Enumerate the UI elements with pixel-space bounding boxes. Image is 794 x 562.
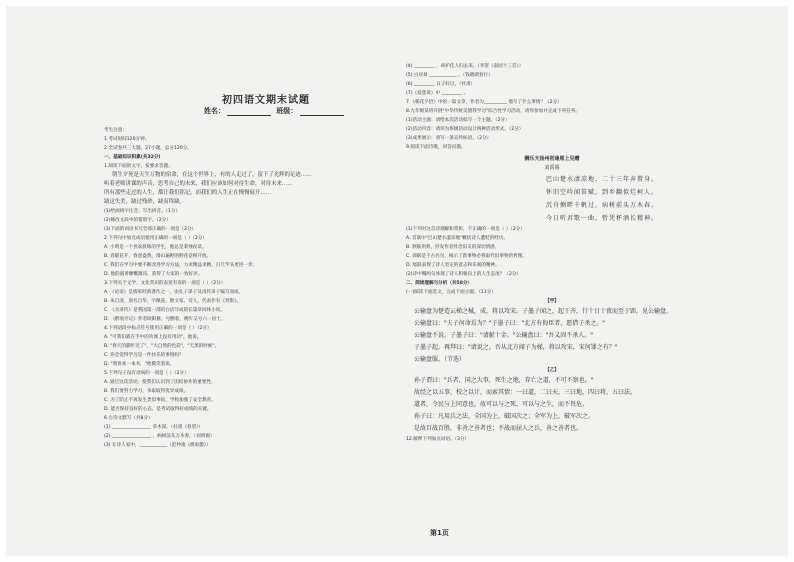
question-2: 2.下列句中加点成语使用正确的一项是（ ）（2分） <box>104 236 207 241</box>
passage-line: 道者，令民与上同意也，故可以与之死，可以与之生，而不畏危。 <box>414 401 589 408</box>
fill-blank: (2) _________________ ，病树前头万木春。（刘禹锡） <box>104 434 215 439</box>
question-11: (2)诗中哪两句体现了诗人积极向上的人生态度？（2分） <box>406 272 522 277</box>
question-1-3: (3)下面的词语书写全部正确的一项是（2分） <box>104 227 197 232</box>
section-2-sub: (一)阅读下面选文，完成下面小题。（11分） <box>406 290 496 295</box>
question-8-2: (2)活动内容：请你为班级活动设计两种活动形式。（2分） <box>406 127 524 132</box>
option: A. 小明是一个喜欢晨练的学生，他总是秉烛夜读。 <box>104 245 207 250</box>
passage-line: 公输盘服。（节选） <box>414 356 466 363</box>
option: B. 春暖花开，春意盎然，漫山遍野的野花竞相开放。 <box>104 254 212 259</box>
fill-blank: (4) _________ ，却护佳人归去来。（李贺《南园十三首》） <box>406 64 524 69</box>
poem-line: 怀旧空吟闻笛赋，到乡翻似烂柯人。 <box>546 189 659 196</box>
student-info <box>204 106 344 116</box>
left-column <box>104 126 396 450</box>
option: A. 《论语》是儒家经典著作之一，由孔子弟子及再传弟子编写而成。 <box>104 290 244 295</box>
notes-heading: 考生注意： <box>104 128 127 133</box>
option: C. 颈联是千古名句，揭示了新事物必将取代旧事物的哲理。 <box>406 254 527 259</box>
passage-line: 公输盘为楚造云梯之械，成，将以攻宋。子墨子闻之，起于齐，行十日十夜而至于郢，见公输盘。 <box>414 308 673 315</box>
option: D. 尾联表现了诗人坚定的意志和乐观的精神。 <box>406 263 500 268</box>
question-12: 12.解释下列加点词语。（3分） <box>406 437 470 442</box>
right-column <box>406 62 698 444</box>
option: A. 首联中"巴山楚水凄凉地"概括诗人遭贬的经历。 <box>406 236 509 241</box>
poem-line: 巴山楚水凄凉地，二十三年弃置身。 <box>546 176 659 183</box>
passage-line: 公输盘不说。子墨子曰："请献十金。"公输盘曰："吾义固不杀人。" <box>414 332 594 339</box>
question-8-3: (3)成果展示：请写一条宣传标语。（2分） <box>406 136 492 141</box>
passage-jia-label: 【甲】 <box>545 299 559 304</box>
passage-line: 缺这失美，缺过残砂，缺而终缺。 <box>104 199 185 205</box>
name-label: 姓名： <box>204 107 225 115</box>
class-blank[interactable] <box>300 108 344 116</box>
fill-blank: (7)《爱莲说》中 _________ 。 <box>406 91 469 96</box>
option: C. 为了防止不再发生类似事故，学校加强了安全教育。 <box>104 398 216 403</box>
passage-line: 故经之以五事，校之以计，而索其情：一曰道，二曰天，三曰地，四曰将，五曰法。 <box>414 389 637 396</box>
class-label: 班级： <box>276 107 298 115</box>
name-blank[interactable] <box>227 108 271 116</box>
option: B. "春天的脚步近了"，"大自然的色彩"，"天黑的时候"。 <box>104 344 220 349</box>
option: B. 颔联用典，抒发作者怀念旧友的深切情感。 <box>406 245 500 250</box>
option: D. 能否保持良好的心态，是考试取得好成绩的关键。 <box>104 407 212 412</box>
option: A. "可我们就在手中的功课上没有用功"，他说。 <box>104 335 202 340</box>
option: B. 我们要努力学习，争取取得优异成绩。 <box>104 389 189 394</box>
question-8-1: (1)活动主题：请给本次活动拟写一个主题。（2分） <box>406 118 510 123</box>
notes-line-1: 1.考试时间120分钟。 <box>104 137 150 142</box>
option: B. 朱自清，原名自华，字佩弦，散文家、诗人，代表作有《背影》。 <box>104 299 241 304</box>
question-6: 6.古诗文默写（共8分） <box>104 416 153 421</box>
passage-line: 孙子谓曰："兵者，国之大事，死生之地，存亡之道，不可不察也。" <box>414 377 594 384</box>
passage-line: 听着老师讲课的声音，思考自己的未来，我们应该如何对待生命，对待未来…… <box>104 181 293 187</box>
fill-blank: (5) 白居易 ____________ 。（钱塘湖春行） <box>406 73 493 78</box>
poem-author: 刘禹锡 <box>544 165 560 171</box>
option: D. "我喜欢一本书，"他微笑着说。 <box>104 362 175 367</box>
passage-line: 公输盘曰："夫子何命焉为？"子墨子曰："北方有侮臣者，愿借子杀之。" <box>414 320 606 327</box>
notes-line-2: 2.全试卷共三大题，27小题，总分120分。 <box>104 146 192 151</box>
option: D. 他的演讲慷慨激昂，获得了大家的一致好评。 <box>104 272 203 277</box>
option: C. 我们在学习中要不断改进学习方法，力求精益求精，百尺竿头更进一步。 <box>104 263 258 268</box>
question-1-2: (2)修改文段中的错别字。（2分） <box>104 218 171 223</box>
question-3: 3.下列关于文学、文化常识的表述有误的一项是（ ）（2分） <box>104 281 226 286</box>
question-4: 4.下列语段中标点符号使用正确的一项是（ ）（2分） <box>104 326 212 331</box>
question-1-1: (1)给画线字注音，写出拼音。（1分） <box>104 209 181 214</box>
passage-line: 孙子曰：凡用兵之法，全国为上，破国次之；全军为上，破军次之。 <box>414 413 595 420</box>
question-7: 7.《朝花夕拾》中的一篇文章，作者为__________ 他写了什么事情？（2分） <box>406 100 562 105</box>
option: C. 你会觉得学习是一件快乐的事情吗？ <box>104 353 184 358</box>
option: D. 《醉翁亭记》作者欧阳修，号醉翁，晚年又号六一居士。 <box>104 317 226 322</box>
passage-line: 所有那些走过的人生，都让我们铭记，而我们的人生正在慢慢展开…… <box>104 190 272 196</box>
question-1: 1.阅读下面的文字，按要求答题。 <box>104 164 173 169</box>
page-number: 第1页 <box>430 529 449 537</box>
passage-yi-label: 【乙】 <box>545 368 559 373</box>
poem-line: 今日听君歌一曲，暂凭杯酒长精神。 <box>546 215 659 222</box>
passage-line: 朝生夕死是天生万物的宿命，在这个世界上，有的人走过了，留下了光辉的足迹…… <box>112 172 312 178</box>
passage-line: 是故百战百胜，非善之善者也；不战而屈人之兵，善之善者也。 <box>414 425 583 432</box>
section-2-heading: 二、阅读理解与分析（共58分） <box>406 281 473 286</box>
option: C. 《水浒传》是我国第一部用白话写成的长篇章回体小说。 <box>104 308 225 313</box>
fill-blank: (1) _________________ 草木深。（杜甫《春望》） <box>104 425 204 430</box>
section-1-heading: 一、基础知识积累(共32分) <box>104 155 161 160</box>
fill-blank: (6) _________ 日子好过。（杜甫） <box>406 82 476 87</box>
fill-blank: (3) 在诗人家中，____________（范仲淹《渔家傲》） <box>104 443 211 448</box>
poem-line: 沉舟侧畔千帆过，病树前头万木春。 <box>546 202 659 209</box>
question-9: 9.阅读下面诗歌，回答问题。 <box>406 145 466 150</box>
passage-line: 子墨子起，再拜曰："请说之。吾从北方闻子为梯，将以攻宋。宋何罪之有？" <box>414 344 618 351</box>
question-8: 8.九年级某班开展"中华传统美德我学习"综合性学习活动，请你参加并完成下列任务。 <box>406 109 580 114</box>
question-5: 5.下列句子没有语病的一项是（ ）（2分） <box>104 371 189 376</box>
page-title: 初四语文期末试题 <box>222 95 310 106</box>
option: A. 通过这次活动，使我们认识到了团结协作的重要性。 <box>104 380 216 385</box>
poem-title: 酬乐天扬州初逢席上见赠 <box>524 156 580 162</box>
question-10: (1)下列对这首诗理解和赏析，不正确的一项是（ ）（2分） <box>406 227 525 232</box>
